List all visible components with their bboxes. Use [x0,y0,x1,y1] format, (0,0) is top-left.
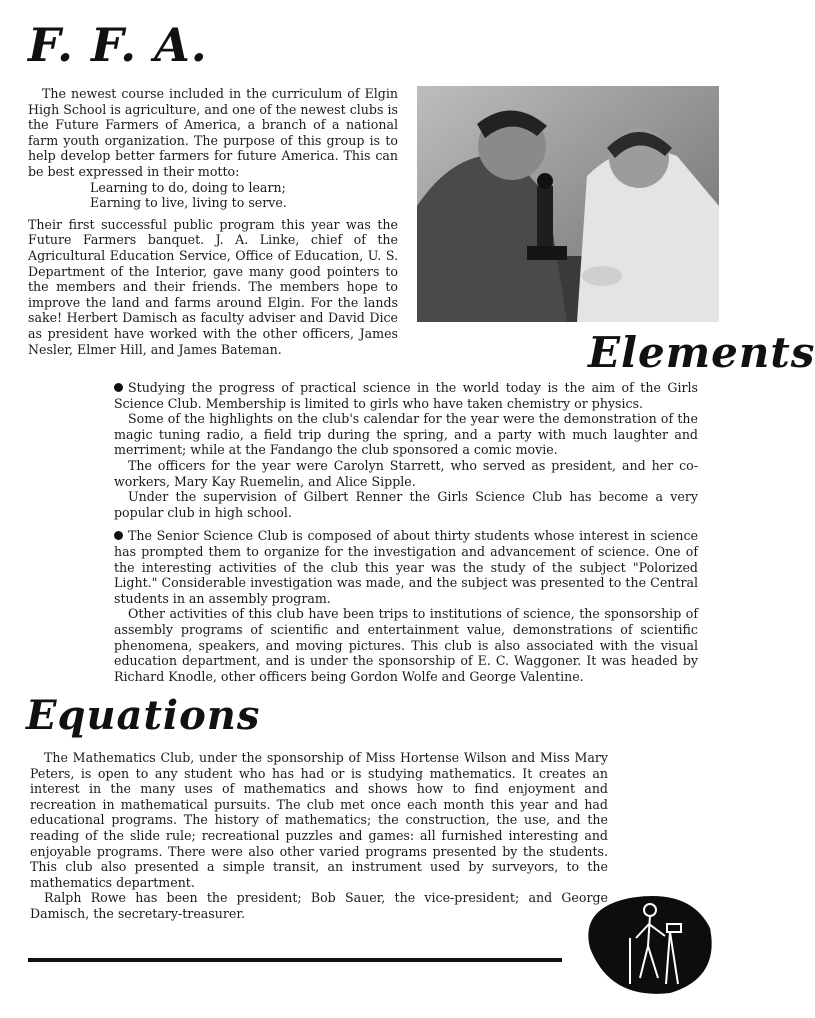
students-microscope-photo [417,86,719,322]
elements-paragraph-1: Studying the progress of practical science in the world today is the aim of the Girls Science Club. Membership is limited to girls who have taken chemistry or physics. [114,380,698,411]
surveyor-illustration-icon [570,888,720,998]
elements-article [114,380,698,684]
bullet-icon [114,531,123,540]
equations-heading: Equations [26,692,261,739]
elements-paragraph-2: Some of the highlights on the club's calendar for the year were the demonstration of the magic tuning radio, a field trip during the spring, and a party with much laughter and merriment; while at the Fandango the club sponsored a comic movie. [114,411,698,458]
equations-article [30,750,608,922]
elements-paragraph-5: The Senior Science Club is composed of about thirty students whose interest in science has prompted them to organize for the investigation and advancement of science. One of the interesting activities of the club this year was the study of the subject "Polorized Light." Considerable investigation was made, and the subject was presented to the Central students in an assembly program. [114,528,698,606]
motto-line-2: Earning to live, living to serve. [90,195,287,211]
elements-heading: Elements [588,328,815,377]
ffa-heading: F. F. A. [28,18,208,72]
ffa-paragraph-2: Their first successful public program this year was the Future Farmers banquet. J. A. Linke, chief of the Agricultural Education Service, Office of Education, U. S. Department of the Interior, gave many good pointers to the members and their friends. The members hope to improve the land and farms around Elgin. For the lands sake! Herbert Damisch as faculty adviser and David Dice as president have worked with the other officers, James Nesler, Elmer Hill, and James Bateman. [28,216,398,357]
motto-line-1: Learning to do, doing to learn; [90,179,286,195]
elements-paragraph-3: The officers for the year were Carolyn Starrett, who served as president, and her co-workers, Mary Kay Ruemelin, and Alice Sipple. [114,457,698,489]
ffa-paragraph-1: The newest course included in the curriculum of Elgin High School is agriculture, and one of the newest clubs is the Future Farmers of America, a branch of a national farm youth organization. The purpose of this group is to help develop better farmers for future America. This can be best expressed in their motto: [28,86,398,179]
elements-paragraph-4: Under the supervision of Gilbert Renner the Girls Science Club has become a very popular club in high school. [114,489,698,520]
elements-paragraph-6: Other activities of this club have been trips to institutions of science, the sponsorship of assembly programs of scientific and entertainment value, demonstrations of scientific phenomena, speakers, and moving pictures. This club is also associated with the visual education department, and is under the sponsorship of E. C. Waggoner. It was headed by Richard Knodle, other officers being Gordon Wolfe and George Valentine. [114,606,698,684]
ffa-article [28,86,398,357]
equations-paragraph-1: The Mathematics Club, under the sponsorship of Miss Hortense Wilson and Miss Mary Peters, is open to any student who has had or is studying mathematics. It creates an interest in the many uses of mathematics and shows how to find enjoyment and recreation in mathematical pursuits. The club met once each month this year and had educational programs. The history of mathematics; the construction, the use, and the reading of the slide rule; recreational puzzles and games: all furnished interesting and enjoyable programs. There were also other varied programs presented by the students. This club also presented a simple transit, an instrument used by surveyors, to the mathematics department. [30,750,608,890]
equations-paragraph-2: Ralph Rowe has been the president; Bob Sauer, the vice-president; and George Damisch, the secretary-treasurer. [30,890,608,921]
footer-rule [28,958,562,962]
bullet-icon [114,383,123,392]
